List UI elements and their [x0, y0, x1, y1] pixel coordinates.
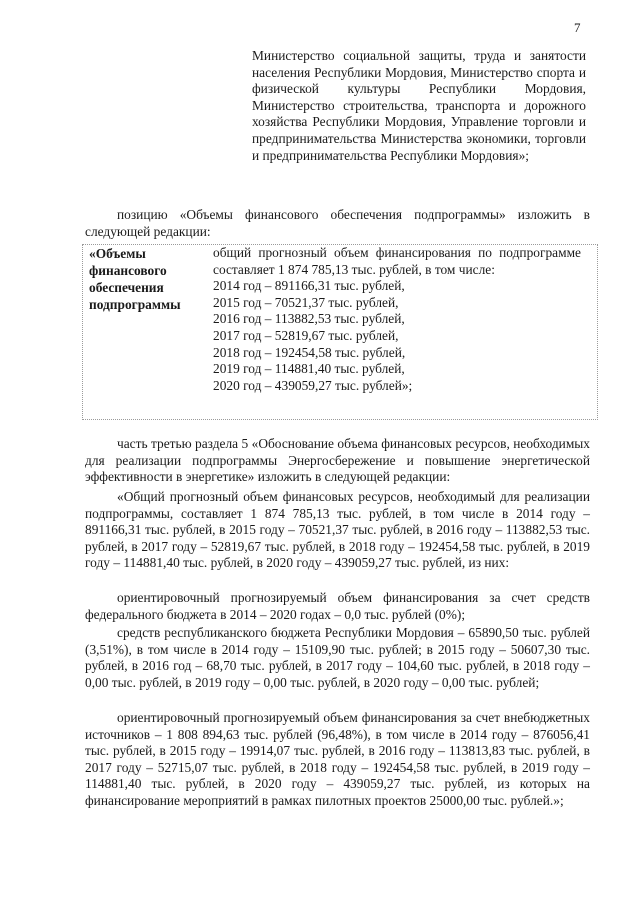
position-intro: позицию «Объемы финансового обеспечения подпрограммы» изложить в следующей редакции: — [85, 207, 590, 239]
part-three-intro: часть третью раздела 5 «Обоснование объема финансовых ресурсов, необходимых для реализации подпрограммы Энергосбережение и повышение энергетической эффективности в энергетике» изложить в следующей редакции: — [85, 436, 590, 485]
year-line-2020: 2020 год – 439059,27 тыс. рублей»; — [213, 377, 413, 393]
general-volume-paragraph: «Общий прогнозный объем финансовых ресурсов, необходимый для реализации подпрограммы, составляет 1 874 785,13 тыс. рублей, в том числе в 2014 году – 891166,31 тыс. рублей, в 2015 году – 70521,37 тыс. рублей, в 2016 году – 113882,53 тыс. рублей, в 2017 году – 52819,67 тыс. рублей, в 2018 году – 192454,58 тыс. рублей, в 2019 году – 114881,40 тыс. рублей, в 2020 году – 439059,27 тыс. рублей, из них: — [85, 489, 590, 571]
republic-budget-paragraph: средств республиканского бюджета Республики Мордовия – 65890,50 тыс. рублей (3,51%), в том числе в 2014 году – 15109,90 тыс. рублей; в 2015 году – 50607,30 тыс. рублей, в 2016 год – 68,70 тыс. рублей, в 2017 году – 104,60 тыс. рублей, в 2018 году – 0,00 тыс. рублей, в 2019 году – 0,00 тыс. рублей, в 2020 году – 0,00 тыс. рублей; — [85, 625, 590, 690]
extra-budget-paragraph: ориентировочный прогнозируемый объем финансирования за счет внебюджетных источников – 1 808 894,63 тыс. рублей (96,48%), в том числе в 2014 году – 876056,41 тыс. рублей, в 2015 году – 19914,07 тыс. рублей, в 2016 году – 113813,83 тыс. рублей, в 2017 году – 52715,07 тыс. рублей, в 2018 году – 192454,58 тыс. рублей, в 2019 году – 114881,40 тыс. рублей, в 2020 году – 439059,27 тыс. рублей, из которых на финансирование мероприятий в рамках пилотных проектов 25000,00 тыс. рублей.»; — [85, 710, 590, 808]
year-line-2019: 2019 год – 114881,40 тыс. рублей, — [213, 361, 405, 377]
year-line-2015: 2015 год – 70521,37 тыс. рублей, — [213, 294, 399, 310]
year-line-2016: 2016 год – 113882,53 тыс. рублей, — [213, 311, 405, 327]
ministries-list: Министерство социальной защиты, труда и занятости населения Республики Мордовия, Министерство спорта и физической культуры Республики Мордовия, Министерство строительства, транспорта и дорожного хозяйства Республики Мордовия, Управление торговли и предпринимательства Министерства экономики, торговли и предпринимательства Республики Мордовия»; — [252, 48, 586, 163]
funding-table — [82, 244, 598, 420]
funding-table-values — [213, 245, 581, 394]
year-line-2018: 2018 год – 192454,58 тыс. рублей, — [213, 344, 406, 360]
year-line-2017: 2017 год – 52819,67 тыс. рублей, — [213, 327, 399, 343]
funding-summary: общий прогнозный объем финансирования по подпрограмме составляет 1 874 785,13 тыс. рублей, в том числе: — [213, 245, 581, 277]
funding-table-label: «Объемы финансового обеспечения подпрограммы — [89, 246, 181, 312]
year-line-2014: 2014 год – 891166,31 тыс. рублей, — [213, 278, 405, 294]
federal-budget-paragraph: ориентировочный прогнозируемый объем финансирования за счет средств федерального бюджета в 2014 – 2020 годах – 0,0 тыс. рублей (0%); — [85, 590, 590, 622]
page-number: 7 — [574, 20, 581, 35]
